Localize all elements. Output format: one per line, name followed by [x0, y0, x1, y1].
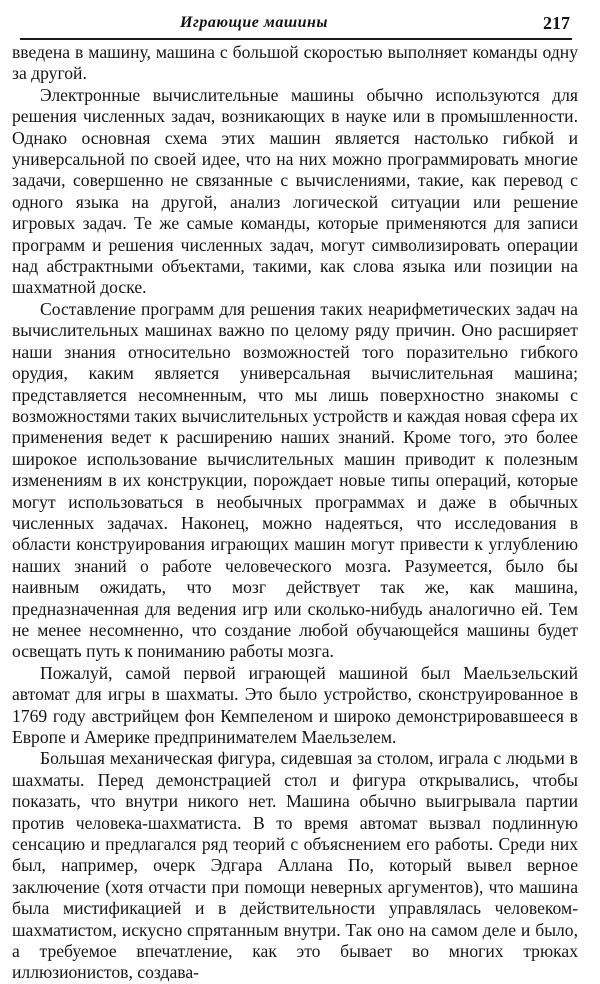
paragraph: Составление программ для решения таких неарифметических задач на вычислительных машинах важно по целому ряду причин. Оно расширяет наши знания относительно возможностей того поразительно гибкого орудия, каким является универсальная вычислительная машина; представляется несомненным, что мы лишь поверхностно знакомы с возможностями таких вычислительных устройств и каждая новая сфера их применения ведет к расширению наших знаний. Кроме того, это более широкое использование вычислительных машин приводит к полезным изменениям в их конструкции, порождает новые типы операций, которые могут использоваться в необычных программах и даже в обычных численных задачах. Наконец, можно надеяться, что исследования в области конструирования играющих машин могут привести к углублению наших знаний о работе человеческого мозга. Разумеется, было бы наивным ожидать, что мозг действует так же, как машина, предназначенная для ведения игр или сколько-нибудь аналогично ей. Тем не менее несомненно, что создание любой обучающейся машины будет освещать путь к пониманию работы мозга. [12, 298, 578, 662]
paragraph: Большая механическая фигура, сидевшая за столом, играла с людьми в шахматы. Перед демонстрацией стол и фигура открывались, чтобы показать, что внутри никого нет. Машина обычно выигрывала партии против человека-шахматиста. В то время автомат вызвал подлинную сенсацию и предлагался ряд теорий с объяснением его работы. Среди них был, например, очерк Эдгара Аллана По, который вывел верное заключение (хотя отчасти при помощи неверных аргументов), что машина была мистификацией и в действительности управлялась человеком-шахматистом, искусно спрятанным внутри. Так оно на самом деле и было, а требуемое впечатление, как это бывает во многих трюках иллюзионистов, создава- [12, 748, 578, 983]
page-header [20, 8, 572, 40]
paragraph: Электронные вычислительные машины обычно используются для решения численных задач, возникающих в науке или в промышленности. Однако основная схема этих машин является настолько гибкой и универсальной по своей идее, что на них можно программировать многие задачи, совершенно не связанные с вычислениями, такие, как перевод с одного языка на другой, анализ логической ситуации или решение игровых задач. Те же самые команды, которые применяются для записи программ и решения численных задач, могут символизировать операции над абстрактными объектами, такими, как слова языка или позиции на шахматной доске. [12, 84, 578, 298]
paragraph: Пожалуй, самой первой играющей машиной был Маельзельский автомат для игры в шахматы. Это было устройство, сконструированное в 1769 году австрийцем фон Кемпеленом и широко демонстрировавшееся в Европе и Америке предпринимателем Маельзелем. [12, 662, 578, 747]
running-title: Играющие машины [180, 14, 329, 31]
page-number: 217 [543, 13, 570, 33]
body-text [12, 42, 578, 984]
paragraph-continued: введена в машину, машина с большой скоростью выполняет команды одну за другой. [12, 42, 578, 84]
